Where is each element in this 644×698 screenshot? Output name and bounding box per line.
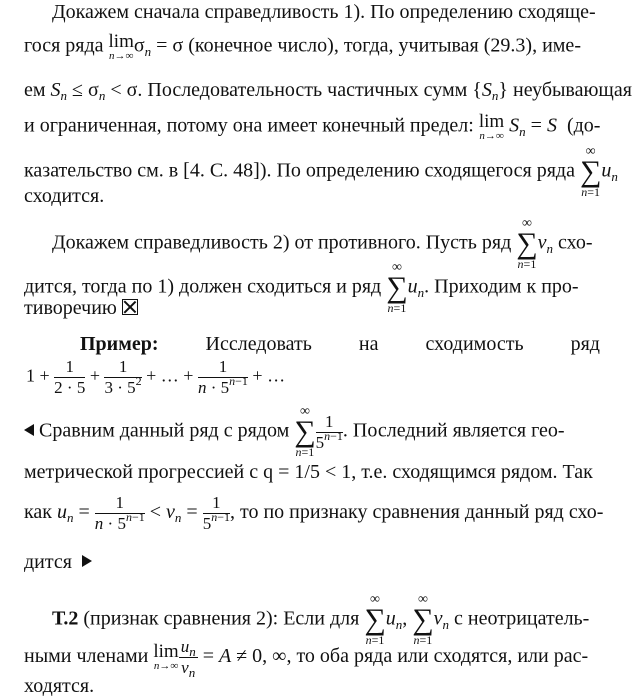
example-line-4: метрической прогрессией с q = 1/5 < 1, т.е. сходящимся рядом. Так: [24, 461, 593, 483]
p1-line-3: ем $S_n \le \sigma_n < \sigma$. Последовательность частичных сумм $\{S_n\}$ неубывающая: [24, 79, 632, 103]
qed-box-icon: [122, 299, 138, 315]
lim-formula: lim n→∞: [108, 31, 134, 62]
t2-line-2: ными членами lim n→∞ $\frac{u_n}{v_n}$ = A ≠ 0, ∞, то оба ряда или сходятся, или рас-: [24, 637, 589, 680]
triangle-right-icon: [82, 555, 92, 567]
p1-line-1: Докажем сначала справедливость 1). По определению сходяще-: [52, 1, 596, 23]
p2-line-3: тиворечию: [24, 296, 138, 320]
example-series: 1 + $\frac{1}{2 \cdot 5}$ + $\frac{1}{3 \cdot 5^2}$ + … + $\frac{1}{n \cdot 5^{n-1}}$ + …: [26, 357, 286, 397]
p1-line-5: казательство см. в [4. С. 48]). По определению сходящегося ряда ∞ ∑ n=1 $u_n$: [24, 144, 618, 199]
example-line-3: Сравним данный ряд с рядом ∞ ∑ n=1 $\frac{1}{5^{n-1}}$ . Последний является гео-: [24, 406, 565, 458]
p1-line-4: и ограниченная, потому она имеет конечный предел: lim n→∞ $S_n = S$ (до-: [24, 111, 601, 142]
triangle-left-icon: [24, 424, 34, 436]
p2-line-2: дится, тогда по 1) должен сходиться и ряд ∞ ∑ n=1 $u_n$. Приходим к про-: [24, 260, 579, 315]
example-line-5: как $u_n$ = $\frac{1}{n \cdot 5^{n-1}}$ < $v_n$ = $\frac{1}{5^{n-1}}$ , то по признаку сравнения данный ряд схо-: [24, 493, 604, 533]
t2-line-1: Т.2 (признак сравнения 2): Если для ∞ ∑ n=1 $u_n$, ∞ ∑ n=1 $v_n$ с неотрицатель-: [52, 592, 590, 647]
example-heading: Пример: Исследовать на сходимость ряд: [80, 333, 600, 355]
p1-line-2: гося ряда lim n→∞ $\sigma_n = \sigma$ (конечное число), тогда, учитывая (29.3), име-: [24, 31, 581, 62]
t2-line-3: ходятся.: [24, 675, 95, 697]
example-line-6: дится: [24, 550, 92, 574]
p1-line-6: сходится.: [24, 185, 105, 207]
p2-line-1: Докажем справедливость 2) от противного. Пусть ряд ∞ ∑ n=1 $v_n$ схо-: [52, 216, 593, 271]
